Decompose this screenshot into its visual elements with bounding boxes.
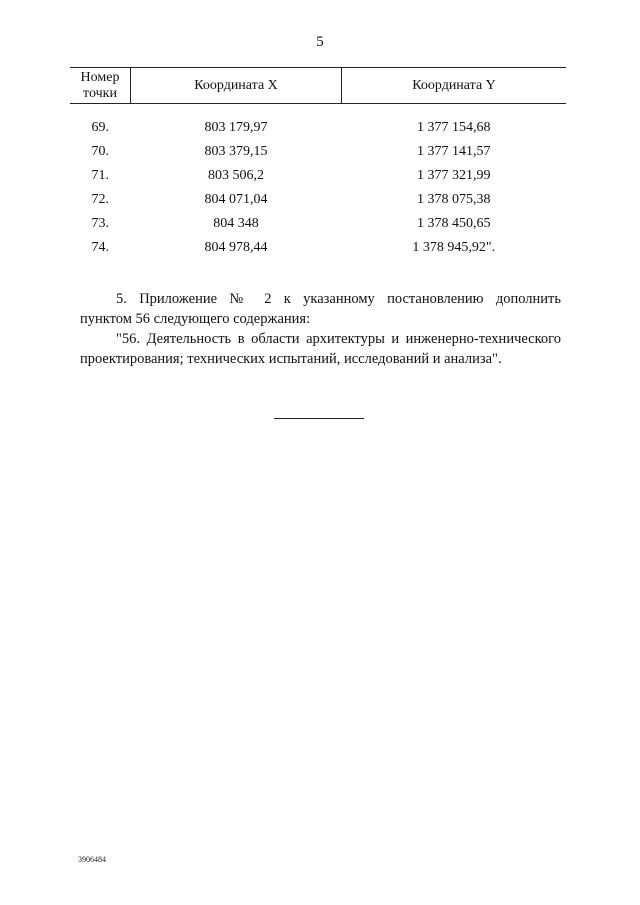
cell-coordinate-x: 804 978,44	[204, 240, 268, 255]
cell-coordinate-x: 803 379,15	[204, 144, 268, 159]
cell-coordinate-x: 804 071,04	[204, 192, 268, 207]
table-row	[70, 188, 566, 212]
cell-coordinate-y: 1 377 141,57	[417, 144, 491, 159]
header-point-number-line1: Номер	[80, 69, 120, 85]
table-spacer	[70, 104, 566, 117]
header-coordinate-y: Координата Y	[342, 68, 567, 104]
paragraph-item-56	[80, 329, 561, 369]
page-number: 5	[316, 34, 324, 50]
cell-coordinate-x: 803 506,2	[208, 168, 264, 183]
table-header	[70, 68, 566, 104]
cell-coordinate-x: 803 179,97	[204, 120, 268, 135]
paragraph-amendment-line2: пунктом 56 следующего содержания:	[80, 311, 311, 327]
cell-point-number: 71.	[91, 168, 109, 183]
cell-coordinate-x: 804 348	[213, 216, 259, 231]
cell-coordinate-y: 1 378 075,38	[417, 192, 491, 207]
coordinates-table	[70, 67, 566, 260]
cell-coordinate-y: 1 378 945,92".	[412, 240, 496, 255]
cell-point-number: 69.	[91, 120, 109, 135]
cell-coordinate-y: 1 378 450,65	[417, 216, 491, 231]
paragraph-item-56-line2: проектирования; технических испытаний, исследований и анализа".	[80, 351, 502, 367]
table-row	[70, 116, 566, 140]
cell-point-number: 70.	[91, 144, 109, 159]
paragraph-item-56-line1: "56. Деятельность в области архитектуры и инженерно-технического	[116, 331, 561, 347]
header-point-number	[70, 68, 131, 104]
cell-point-number: 72.	[91, 192, 109, 207]
table-body	[70, 104, 566, 261]
cell-coordinate-y: 1 377 321,99	[417, 168, 491, 183]
table-row	[70, 236, 566, 260]
table-row	[70, 140, 566, 164]
paragraph-amendment-line1: 5. Приложение № 2 к указанному постановлению дополнить	[116, 291, 561, 307]
end-of-document-rule	[274, 418, 364, 419]
paragraph-amendment	[80, 289, 561, 329]
header-point-number-line2: точки	[83, 85, 117, 101]
table-header-row	[70, 68, 566, 104]
table-row	[70, 212, 566, 236]
document-id: 3906484	[78, 855, 106, 864]
cell-coordinate-y: 1 377 154,68	[417, 120, 491, 135]
table-row	[70, 164, 566, 188]
cell-point-number: 73.	[91, 216, 109, 231]
header-coordinate-x: Координата X	[131, 68, 342, 104]
cell-point-number: 74.	[91, 240, 109, 255]
